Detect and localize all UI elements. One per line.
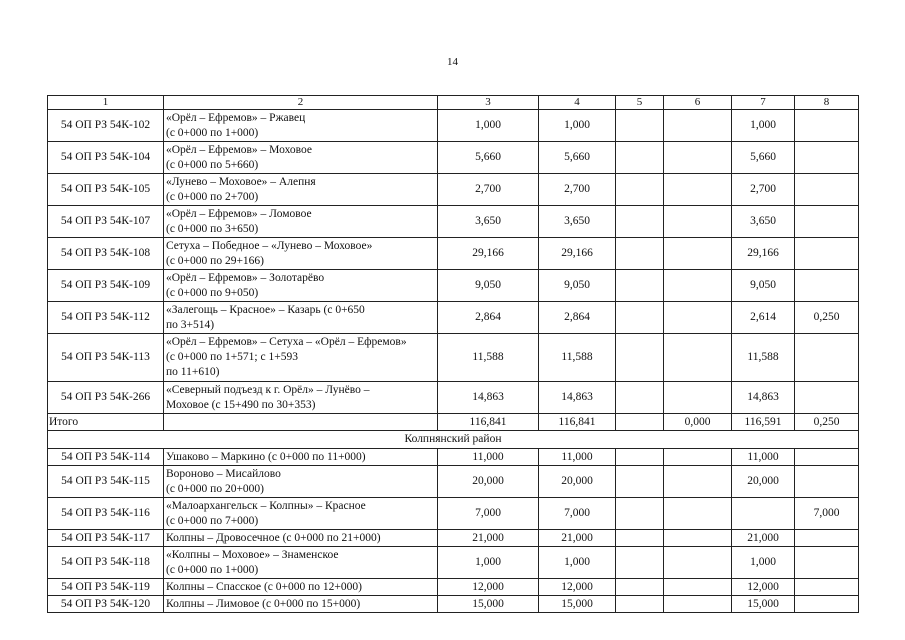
road-name-line: Колпны – Лимовое (с 0+000 по 15+000) — [166, 597, 361, 610]
value-cell-4: 29,166 — [539, 238, 616, 270]
value-cell-6 — [664, 302, 732, 334]
value-cell-4: 7,000 — [539, 498, 616, 530]
value-cell-4: 9,050 — [539, 270, 616, 302]
road-name — [164, 206, 438, 238]
value-cell-5 — [616, 206, 664, 238]
district-name: Колпнянский район — [48, 431, 859, 449]
value-cell-8 — [795, 530, 859, 547]
value-cell-7: 21,000 — [732, 530, 795, 547]
value-cell-3: 1,000 — [438, 547, 539, 579]
value-cell-4: 5,660 — [539, 142, 616, 174]
value-cell-6 — [664, 530, 732, 547]
value-cell-8 — [795, 596, 859, 613]
table-row — [48, 449, 859, 466]
value-cell-3: 29,166 — [438, 238, 539, 270]
value-cell-3: 3,650 — [438, 206, 539, 238]
value-cell-7: 11,588 — [732, 334, 795, 382]
value-cell-6 — [664, 498, 732, 530]
value-cell-5 — [616, 238, 664, 270]
total-label: Итого — [48, 414, 164, 431]
road-name-line: «Орёл – Ефремов» – Золотарёво — [166, 271, 325, 284]
road-code: 54 ОП РЗ 54К-119 — [48, 579, 164, 596]
table-row — [48, 270, 859, 302]
value-cell-4: 1,000 — [539, 110, 616, 142]
road-code: 54 ОП РЗ 54К-108 — [48, 238, 164, 270]
road-name — [164, 498, 438, 530]
value-cell-4: 21,000 — [539, 530, 616, 547]
value-cell-7: 1,000 — [732, 110, 795, 142]
total-value-8: 0,250 — [795, 414, 859, 431]
road-name-line: (с 0+000 по 5+660) — [166, 158, 259, 171]
road-name-line: Ушаково – Маркино (с 0+000 по 11+000) — [166, 450, 366, 463]
roads-table — [47, 95, 859, 613]
header-cell: 1 — [48, 96, 164, 110]
road-name — [164, 547, 438, 579]
value-cell-5 — [616, 449, 664, 466]
road-name-line: (с 0+000 по 20+000) — [166, 482, 265, 495]
value-cell-3: 11,000 — [438, 449, 539, 466]
road-name-line: «Орёл – Ефремов» – Ржавец — [166, 111, 306, 124]
header-cell: 4 — [539, 96, 616, 110]
value-cell-4: 12,000 — [539, 579, 616, 596]
value-cell-7: 20,000 — [732, 466, 795, 498]
value-cell-6 — [664, 596, 732, 613]
value-cell-3: 1,000 — [438, 110, 539, 142]
value-cell-8 — [795, 270, 859, 302]
road-name — [164, 302, 438, 334]
road-name-line: (с 0+000 по 1+000) — [166, 563, 259, 576]
header-cell: 6 — [664, 96, 732, 110]
road-name-line: Моховое (с 15+490 по 30+353) — [166, 398, 316, 411]
road-code: 54 ОП РЗ 54К-109 — [48, 270, 164, 302]
table-row — [48, 498, 859, 530]
road-name-line: «Колпны – Моховое» – Знаменское — [166, 548, 339, 561]
value-cell-5 — [616, 547, 664, 579]
value-cell-5 — [616, 530, 664, 547]
total-value-7: 116,591 — [732, 414, 795, 431]
value-cell-8 — [795, 579, 859, 596]
road-name-line: «Орёл – Ефремов» – Моховое — [166, 143, 312, 156]
value-cell-6 — [664, 334, 732, 382]
value-cell-5 — [616, 174, 664, 206]
value-cell-3: 21,000 — [438, 530, 539, 547]
value-cell-5 — [616, 334, 664, 382]
page-number: 14 — [447, 56, 458, 68]
table-row — [48, 110, 859, 142]
road-code: 54 ОП РЗ 54К-105 — [48, 174, 164, 206]
total-value-4: 116,841 — [539, 414, 616, 431]
value-cell-7: 15,000 — [732, 596, 795, 613]
value-cell-4: 11,588 — [539, 334, 616, 382]
road-name — [164, 142, 438, 174]
value-cell-4: 20,000 — [539, 466, 616, 498]
road-name-line: (с 0+000 по 7+000) — [166, 514, 259, 527]
value-cell-7: 1,000 — [732, 547, 795, 579]
road-name — [164, 579, 438, 596]
value-cell-4: 11,000 — [539, 449, 616, 466]
value-cell-7: 14,863 — [732, 382, 795, 414]
road-code: 54 ОП РЗ 54К-266 — [48, 382, 164, 414]
value-cell-6 — [664, 579, 732, 596]
table-row — [48, 238, 859, 270]
header-cell: 2 — [164, 96, 438, 110]
value-cell-5 — [616, 466, 664, 498]
value-cell-3: 11,588 — [438, 334, 539, 382]
value-cell-6 — [664, 110, 732, 142]
value-cell-8 — [795, 547, 859, 579]
road-name-line: (с 0+000 по 9+050) — [166, 286, 259, 299]
value-cell-7 — [732, 498, 795, 530]
road-name — [164, 596, 438, 613]
value-cell-8 — [795, 206, 859, 238]
road-name-line: «Северный подъезд к г. Орёл» – Лунёво – — [166, 383, 370, 396]
table-row — [48, 206, 859, 238]
road-name — [164, 382, 438, 414]
value-cell-3: 12,000 — [438, 579, 539, 596]
value-cell-4: 3,650 — [539, 206, 616, 238]
road-name — [164, 174, 438, 206]
value-cell-7: 29,166 — [732, 238, 795, 270]
table-row — [48, 579, 859, 596]
road-code: 54 ОП РЗ 54К-118 — [48, 547, 164, 579]
value-cell-4: 1,000 — [539, 547, 616, 579]
total-value-6: 0,000 — [664, 414, 732, 431]
value-cell-8 — [795, 334, 859, 382]
road-code: 54 ОП РЗ 54К-117 — [48, 530, 164, 547]
road-name-line: по 3+514) — [166, 318, 215, 331]
value-cell-5 — [616, 142, 664, 174]
value-cell-5 — [616, 596, 664, 613]
value-cell-8 — [795, 238, 859, 270]
value-cell-5 — [616, 579, 664, 596]
value-cell-8 — [795, 110, 859, 142]
road-code: 54 ОП РЗ 54К-112 — [48, 302, 164, 334]
road-name-line: Колпны – Спасское (с 0+000 по 12+000) — [166, 580, 362, 593]
road-name-line: «Орёл – Ефремов» – Ломовое — [166, 207, 312, 220]
value-cell-5 — [616, 382, 664, 414]
value-cell-7: 2,614 — [732, 302, 795, 334]
value-cell-7: 3,650 — [732, 206, 795, 238]
road-name-line: «Залегощь – Красное» – Казарь (с 0+650 — [166, 303, 365, 316]
value-cell-7: 2,700 — [732, 174, 795, 206]
road-name-line: (с 0+000 по 1+571; с 1+593 — [166, 351, 298, 363]
table-row — [48, 302, 859, 334]
header-cell: 8 — [795, 96, 859, 110]
value-cell-3: 9,050 — [438, 270, 539, 302]
value-cell-8: 7,000 — [795, 498, 859, 530]
header-cell: 7 — [732, 96, 795, 110]
road-name-line: «Малоархангельск – Колпны» – Красное — [166, 499, 366, 512]
road-name-line: Вороново – Мисайлово — [166, 467, 281, 480]
header-cell: 3 — [438, 96, 539, 110]
road-name — [164, 238, 438, 270]
district-row — [48, 431, 859, 449]
empty-cell — [164, 414, 438, 431]
road-code: 54 ОП РЗ 54К-104 — [48, 142, 164, 174]
header-row — [48, 96, 859, 110]
road-name — [164, 334, 438, 382]
value-cell-6 — [664, 382, 732, 414]
road-name-line: (с 0+000 по 2+700) — [166, 190, 259, 203]
road-name — [164, 530, 438, 547]
value-cell-6 — [664, 270, 732, 302]
value-cell-6 — [664, 174, 732, 206]
value-cell-7: 9,050 — [732, 270, 795, 302]
value-cell-3: 2,700 — [438, 174, 539, 206]
value-cell-5 — [616, 498, 664, 530]
value-cell-5 — [616, 110, 664, 142]
total-value-3: 116,841 — [438, 414, 539, 431]
table-row — [48, 174, 859, 206]
road-code: 54 ОП РЗ 54К-107 — [48, 206, 164, 238]
total-value-5 — [616, 414, 664, 431]
table-row — [48, 466, 859, 498]
value-cell-6 — [664, 466, 732, 498]
value-cell-4: 15,000 — [539, 596, 616, 613]
road-name — [164, 110, 438, 142]
value-cell-3: 2,864 — [438, 302, 539, 334]
road-name-line: Колпны – Дровосечное (с 0+000 по 21+000) — [166, 531, 381, 544]
road-name-line: по 11+610) — [166, 366, 220, 378]
road-name — [164, 466, 438, 498]
road-code: 54 ОП РЗ 54К-120 — [48, 596, 164, 613]
table-row — [48, 596, 859, 613]
value-cell-6 — [664, 449, 732, 466]
value-cell-8 — [795, 142, 859, 174]
value-cell-8 — [795, 449, 859, 466]
road-name-line: (с 0+000 по 29+166) — [166, 254, 265, 267]
value-cell-6 — [664, 206, 732, 238]
value-cell-8: 0,250 — [795, 302, 859, 334]
value-cell-6 — [664, 238, 732, 270]
value-cell-7: 11,000 — [732, 449, 795, 466]
road-code: 54 ОП РЗ 54К-116 — [48, 498, 164, 530]
road-code: 54 ОП РЗ 54К-115 — [48, 466, 164, 498]
road-name-line: «Лунево – Моховое» – Алепня — [166, 175, 316, 188]
value-cell-3: 5,660 — [438, 142, 539, 174]
table-row — [48, 547, 859, 579]
road-code: 54 ОП РЗ 54К-113 — [48, 334, 164, 382]
value-cell-4: 2,864 — [539, 302, 616, 334]
road-name-line: (с 0+000 по 1+000) — [166, 126, 259, 139]
total-row — [48, 414, 859, 431]
value-cell-4: 2,700 — [539, 174, 616, 206]
road-name-line: «Орёл – Ефремов» – Сетуха – «Орёл – Ефремов» — [166, 336, 407, 348]
value-cell-8 — [795, 174, 859, 206]
road-name — [164, 449, 438, 466]
header-cell: 5 — [616, 96, 664, 110]
value-cell-7: 5,660 — [732, 142, 795, 174]
value-cell-3: 7,000 — [438, 498, 539, 530]
value-cell-4: 14,863 — [539, 382, 616, 414]
road-name-line: (с 0+000 по 3+650) — [166, 222, 259, 235]
value-cell-6 — [664, 142, 732, 174]
table-row — [48, 142, 859, 174]
value-cell-3: 15,000 — [438, 596, 539, 613]
value-cell-8 — [795, 382, 859, 414]
value-cell-5 — [616, 270, 664, 302]
table-row — [48, 382, 859, 414]
road-name — [164, 270, 438, 302]
value-cell-3: 20,000 — [438, 466, 539, 498]
table-row — [48, 530, 859, 547]
value-cell-8 — [795, 466, 859, 498]
value-cell-6 — [664, 547, 732, 579]
road-name-line: Сетуха – Победное – «Лунево – Моховое» — [166, 239, 373, 252]
road-code: 54 ОП РЗ 54К-102 — [48, 110, 164, 142]
value-cell-7: 12,000 — [732, 579, 795, 596]
road-code: 54 ОП РЗ 54К-114 — [48, 449, 164, 466]
table-row — [48, 334, 859, 382]
value-cell-3: 14,863 — [438, 382, 539, 414]
value-cell-5 — [616, 302, 664, 334]
